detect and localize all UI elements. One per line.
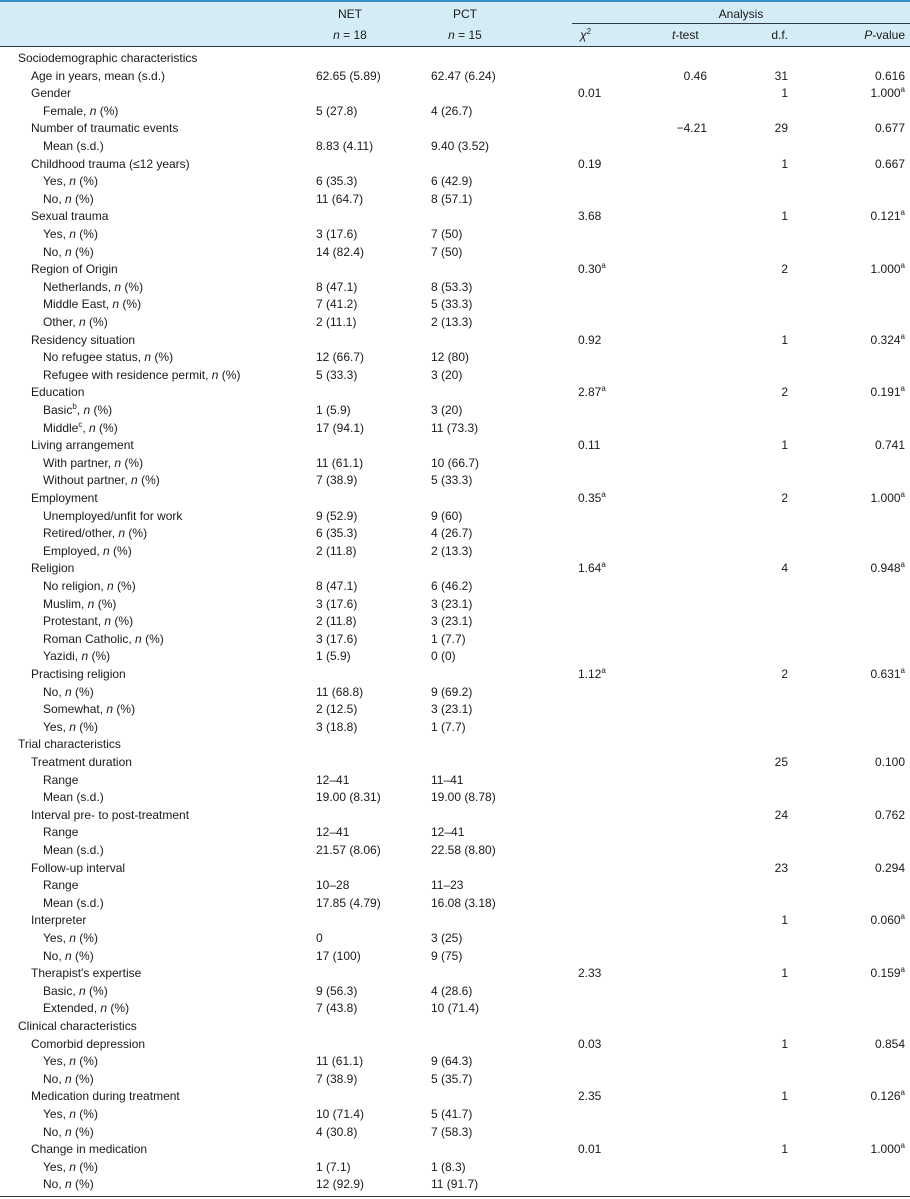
net-value: 17.85 (4.79) [316, 895, 381, 910]
p-value: 0.191$^a$ [870, 384, 905, 400]
net-value: 8.83 (4.11) [316, 139, 374, 153]
net-value: 2 (11.8) [316, 543, 357, 558]
net-value: 3 (17.6) [316, 227, 358, 241]
pct-value: 3 (20) [431, 403, 463, 417]
row-label: Yes, n (%) [43, 227, 98, 241]
net-value: 2 (11.8) [316, 614, 357, 629]
row-label: Range [43, 878, 79, 893]
pct-value: 11 (73.3) [431, 420, 479, 435]
row-label: Without partner, n (%) [43, 473, 160, 488]
pct-value: 3 (20) [431, 367, 463, 382]
net-value: 10–28 [316, 878, 350, 893]
row-label: Mean (s.d.) [43, 139, 104, 153]
row-label: Yazidi, n (%) [43, 649, 111, 664]
pct-value: 1 (8.3) [431, 1159, 466, 1174]
row-label: Unemployed/unfit for work [43, 508, 183, 523]
pct-value: 10 (71.4) [431, 1001, 480, 1016]
col-header-analysis: Analysis [718, 7, 764, 21]
net-value: 11 (68.8) [316, 684, 364, 699]
pct-value: 12–41 [431, 825, 465, 840]
df-value: 1 [781, 156, 788, 171]
chi-square-value: 2.87$^a$ [578, 384, 606, 400]
pct-value: 5 (41.7) [431, 1107, 473, 1121]
row-label: Range [43, 772, 79, 787]
df-value: 1 [781, 1142, 788, 1157]
row-label: Living arrangement [31, 438, 134, 453]
row-label: Range [43, 825, 79, 840]
pct-value: 3 (23.1) [431, 702, 473, 717]
pct-value: 12 (80) [431, 350, 470, 365]
chi-square-value: 2.35 [578, 1089, 602, 1104]
df-value: 2 [781, 491, 788, 505]
p-value: 0.126$^a$ [870, 1088, 905, 1104]
table-header [0, 0, 910, 47]
row-label: Medication during treatment [31, 1089, 180, 1104]
row-label: Somewhat, n (%) [43, 702, 136, 717]
pct-value: 9.40 (3.52) [431, 139, 490, 153]
row-label: Yes, n (%) [43, 1159, 98, 1174]
row-label: Number of traumatic events [31, 121, 179, 136]
row-label: Other, n (%) [43, 315, 108, 329]
pct-value: 11–23 [431, 878, 464, 893]
row-label: Retired/other, n (%) [43, 526, 148, 541]
row-label: Interpreter [31, 913, 87, 928]
row-label: Yes, n (%) [43, 719, 98, 734]
header-rule [0, 46, 910, 47]
net-value: 17 (100) [316, 948, 361, 963]
net-value: 8 (47.1) [316, 279, 358, 294]
row-label: Employed, n (%) [43, 543, 132, 558]
row-label: No, n (%) [43, 244, 94, 259]
df-value: 25 [774, 755, 788, 769]
row-label: Yes, n (%) [43, 174, 98, 189]
net-value: 12 (66.7) [316, 350, 365, 365]
col-header-df: d.f. [771, 28, 788, 42]
net-value: 7 (41.2) [316, 297, 358, 312]
p-value: 1.000$^a$ [870, 261, 905, 277]
col-header-net: NET [338, 7, 362, 21]
section-heading: Trial characteristics [18, 737, 121, 752]
pct-value: 8 (53.3) [431, 279, 473, 294]
pct-value: 5 (35.7) [431, 1071, 473, 1086]
net-value: 3 (18.8) [316, 719, 358, 734]
row-label: Therapist's expertise [31, 966, 142, 981]
chi-square-value: 0.11 [578, 438, 601, 453]
net-value: 21.57 (8.06) [316, 843, 381, 857]
row-label: Yes, n (%) [43, 1054, 98, 1069]
row-label: Yes, n (%) [43, 1107, 98, 1121]
df-value: 1 [781, 209, 788, 224]
chi-square-value: 1.12$^a$ [578, 666, 606, 681]
pct-value: 9 (64.3) [431, 1054, 473, 1069]
pct-value: 11–41 [431, 772, 464, 787]
row-label: Netherlands, n (%) [43, 279, 144, 294]
row-label: Yes, n (%) [43, 931, 98, 945]
pct-value: 3 (23.1) [431, 596, 473, 611]
row-label: No, n (%) [43, 1071, 94, 1086]
col-header-p-value: P-value [864, 28, 905, 42]
net-value: 8 (47.1) [316, 579, 358, 593]
p-value: 1.000$^a$ [870, 1141, 905, 1157]
net-value: 7 (38.9) [316, 1071, 358, 1086]
t-test-value: −4.21 [676, 121, 707, 136]
pct-value: 19.00 (8.78) [431, 790, 496, 805]
row-label: Middle$^c$, n (%) [43, 419, 118, 435]
pct-value: 11 (91.7) [431, 1177, 479, 1192]
pct-value: 1 (7.7) [431, 631, 466, 646]
row-label: Roman Catholic, n (%) [43, 631, 164, 646]
col-header-chi-square: $\chi^2$ [580, 27, 592, 42]
top-rule [0, 0, 910, 2]
net-value: 17 (94.1) [316, 420, 365, 435]
pct-value: 1 (7.7) [431, 719, 466, 734]
df-value: 1 [781, 438, 788, 453]
df-value: 24 [774, 807, 788, 822]
row-label: Mean (s.d.) [43, 843, 104, 857]
pct-value: 62.47 (6.24) [431, 68, 496, 83]
row-label: Follow-up interval [31, 860, 126, 875]
row-label: No, n (%) [43, 948, 94, 963]
p-value: 0.762 [874, 807, 905, 822]
row-label: Mean (s.d.) [43, 895, 104, 910]
p-value: 0.667 [874, 156, 905, 171]
chi-square-value: 0.03 [578, 1036, 602, 1051]
p-value: 0.060$^a$ [870, 912, 905, 928]
row-label: Refugee with residence permit, n (%) [43, 367, 241, 382]
net-value: 7 (43.8) [316, 1001, 358, 1016]
pct-value: 5 (33.3) [431, 297, 473, 312]
pct-value: 22.58 (8.80) [431, 843, 496, 857]
chi-square-value: 0.01 [578, 1142, 602, 1157]
row-label: Gender [31, 86, 72, 101]
pct-value: 7 (50) [431, 244, 463, 259]
section-heading: Sociodemographic characteristics [18, 51, 198, 65]
row-label: Comorbid depression [31, 1036, 146, 1051]
net-value: 14 (82.4) [316, 244, 365, 259]
chi-square-value: 2.33 [578, 966, 602, 981]
pct-value: 4 (26.7) [431, 526, 473, 541]
p-value: 0.677 [874, 121, 905, 136]
net-value: 3 (17.6) [316, 596, 358, 611]
net-value: 6 (35.3) [316, 174, 358, 189]
p-value: 0.631$^a$ [870, 666, 905, 681]
pct-value: 7 (50) [431, 227, 463, 241]
chi-square-value: 0.01 [578, 86, 602, 101]
p-value: 0.121$^a$ [870, 208, 905, 224]
row-label: Change in medication [31, 1142, 148, 1157]
df-value: 23 [774, 860, 788, 875]
p-value: 0.100 [874, 755, 905, 769]
p-value: 0.294 [874, 860, 905, 875]
net-value: 12 (92.9) [316, 1177, 365, 1192]
row-label: Mean (s.d.) [43, 790, 104, 805]
net-value: 12–41 [316, 772, 350, 787]
net-value: 11 (61.1) [316, 1054, 364, 1069]
pct-value: 4 (26.7) [431, 103, 473, 118]
col-header-pct: PCT [453, 7, 477, 21]
pct-value: 9 (69.2) [431, 684, 473, 699]
net-value: 11 (64.7) [316, 191, 364, 206]
df-value: 1 [781, 1036, 788, 1051]
pct-value: 5 (33.3) [431, 473, 473, 488]
row-label: No, n (%) [43, 1177, 94, 1192]
chi-square-value: 1.64$^a$ [578, 560, 606, 576]
chi-square-value: 0.92 [578, 332, 602, 347]
row-label: With partner, n (%) [43, 455, 144, 470]
pct-value: 2 (13.3) [431, 315, 473, 329]
row-label: Interval pre- to post-treatment [31, 807, 190, 822]
net-value: 3 (17.6) [316, 631, 358, 646]
pct-value: 9 (75) [431, 948, 463, 963]
pct-value: 3 (25) [431, 931, 463, 945]
p-value: 1.000$^a$ [870, 85, 905, 101]
pct-value: 8 (57.1) [431, 191, 473, 206]
p-value: 0.854 [874, 1036, 905, 1051]
pct-value: 4 (28.6) [431, 983, 473, 998]
row-label: Education [31, 385, 85, 400]
col-header-n-pct: n = 15 [448, 28, 482, 42]
net-value: 9 (56.3) [316, 983, 358, 998]
row-label: Basic, n (%) [43, 983, 108, 998]
p-value: 0.616 [874, 68, 905, 83]
col-header-n-net: n = 18 [333, 28, 367, 42]
net-value: 6 (35.3) [316, 526, 358, 541]
row-label: No, n (%) [43, 1124, 94, 1139]
df-value: 2 [781, 262, 788, 277]
t-test-value: 0.46 [683, 68, 707, 83]
row-label: Childhood trauma (≤12 years) [31, 156, 190, 171]
pct-value: 3 (23.1) [431, 614, 473, 629]
net-value: 7 (38.9) [316, 473, 358, 488]
df-value: 1 [781, 332, 788, 347]
row-label: Sexual trauma [31, 209, 109, 224]
net-value: 5 (33.3) [316, 367, 358, 382]
row-label: Practising religion [31, 667, 126, 681]
pct-value: 16.08 (3.18) [431, 895, 496, 910]
net-value: 19.00 (8.31) [316, 790, 381, 805]
row-label: Protestant, n (%) [43, 614, 134, 629]
net-value: 1 (5.9) [316, 403, 351, 417]
pct-value: 7 (58.3) [431, 1124, 473, 1139]
row-label: Muslim, n (%) [43, 596, 117, 611]
chi-square-value: 0.35$^a$ [578, 490, 606, 505]
pct-value: 9 (60) [431, 508, 463, 523]
net-value: 1 (5.9) [316, 649, 351, 664]
chi-square-value: 3.68 [578, 209, 602, 224]
p-value: 0.948$^a$ [870, 560, 905, 576]
df-value: 29 [774, 121, 788, 136]
net-value: 62.65 (5.89) [316, 68, 381, 83]
row-label: Age in years, mean (s.d.) [31, 68, 166, 83]
net-value: 9 (52.9) [316, 508, 358, 523]
row-label: No refugee status, n (%) [43, 350, 174, 365]
p-value: 0.159$^a$ [870, 965, 905, 981]
chi-square-value: 0.19 [578, 156, 602, 171]
net-value: 2 (11.1) [316, 315, 357, 329]
p-value: 0.741 [874, 438, 905, 453]
pct-value: 0 (0) [431, 649, 456, 664]
row-label: Employment [31, 491, 98, 505]
bottom-rule [0, 1196, 910, 1197]
df-value: 1 [781, 913, 788, 928]
row-label: Extended, n (%) [43, 1001, 130, 1016]
pct-value: 10 (66.7) [431, 455, 480, 470]
section-heading: Clinical characteristics [18, 1019, 137, 1033]
net-value: 12–41 [316, 825, 350, 840]
df-value: 2 [781, 385, 788, 400]
row-label: Region of Origin [31, 262, 118, 277]
row-label: No, n (%) [43, 191, 94, 206]
df-value: 31 [774, 68, 788, 83]
df-value: 2 [781, 667, 788, 681]
col-header-t-test: t-test [672, 28, 699, 42]
row-label: Treatment duration [31, 755, 132, 769]
chi-square-value: 0.30$^a$ [578, 261, 606, 277]
row-label: No, n (%) [43, 684, 94, 699]
p-value: 1.000$^a$ [870, 490, 905, 505]
net-value: 2 (12.5) [316, 702, 358, 717]
row-label: Residency situation [31, 332, 136, 347]
row-label: Female, n (%) [43, 103, 119, 118]
p-value: 0.324$^a$ [870, 331, 905, 347]
pct-value: 2 (13.3) [431, 543, 473, 558]
net-value: 11 (61.1) [316, 455, 364, 470]
net-value: 10 (71.4) [316, 1107, 365, 1121]
df-value: 4 [781, 561, 788, 576]
pct-value: 6 (42.9) [431, 174, 473, 189]
row-label: No religion, n (%) [43, 579, 136, 593]
row-label: Basic$^b$, n (%) [43, 402, 113, 417]
net-value: 0 [316, 931, 323, 945]
analysis-rule [572, 23, 910, 24]
row-label: Middle East, n (%) [43, 297, 142, 312]
df-value: 1 [781, 966, 788, 981]
net-value: 5 (27.8) [316, 103, 358, 118]
df-value: 1 [781, 86, 788, 101]
net-value: 1 (7.1) [316, 1159, 351, 1174]
pct-value: 6 (46.2) [431, 579, 473, 593]
row-label: Religion [31, 561, 75, 576]
net-value: 4 (30.8) [316, 1124, 358, 1139]
df-value: 1 [781, 1089, 788, 1104]
